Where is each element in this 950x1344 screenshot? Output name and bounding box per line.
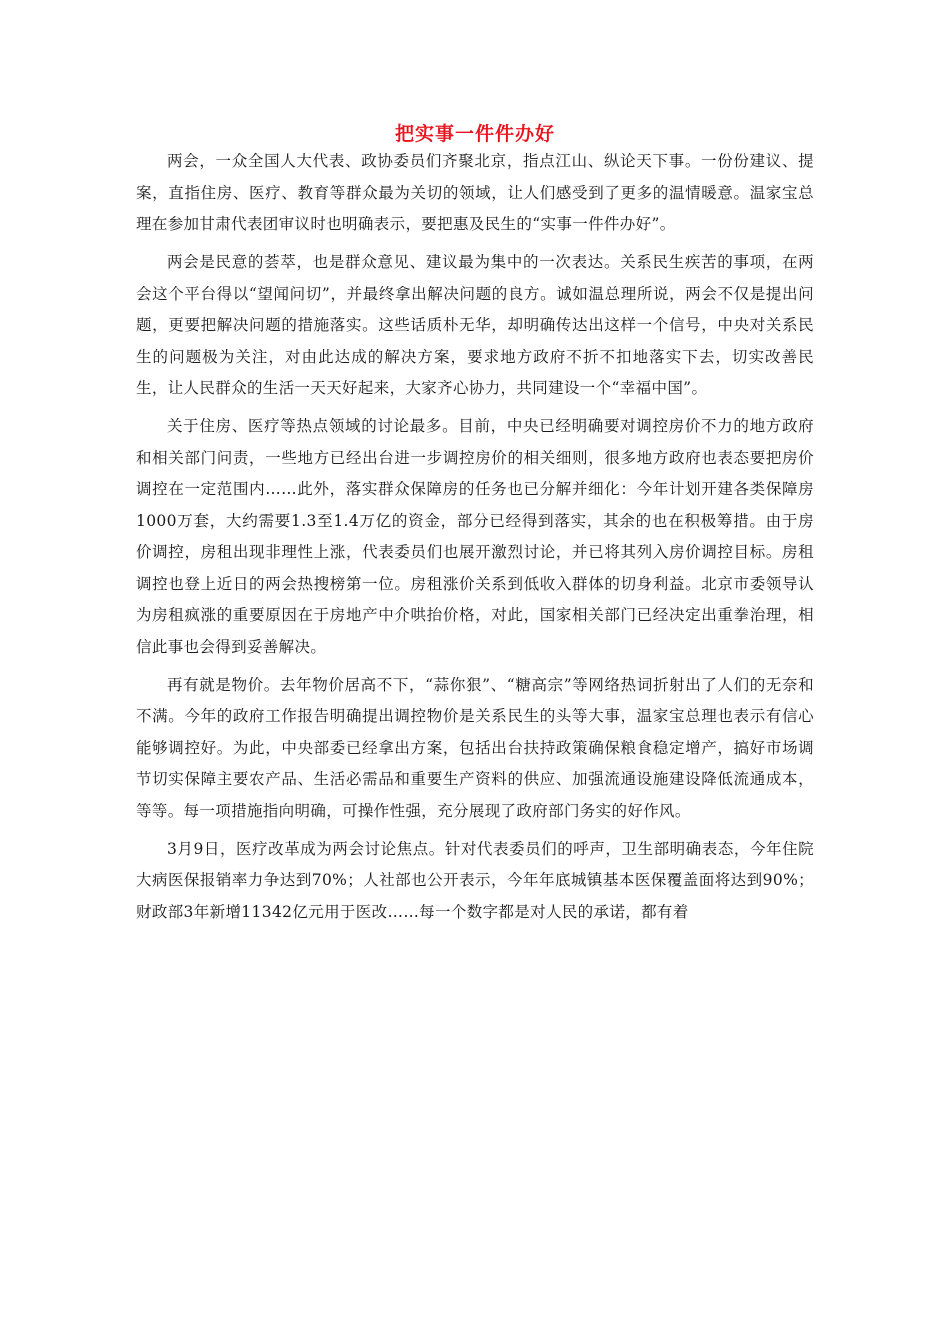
- paragraph-3: 关于住房、医疗等热点领域的讨论最多。目前，中央已经明确要对调控房价不力的地方政府和相关部门问责，一些地方已经出台进一步调控房价的相关细则，很多地方政府也表态要把房价调控在一定范围内……此外，落实群众保障房的任务也已分解并细化：今年计划开建各类保障房1000万套，大约需要1.3至1.4万亿的资金，部分已经得到落实，其余的也在积极筹措。由于房价调控，房租出现非理性上涨，代表委员们也展开激烈讨论，并已将其列入房价调控目标。房租调控也登上近日的两会热搜榜第一位。房租涨价关系到低收入群体的切身利益。北京市委领导认为房租疯涨的重要原因在于房地产中介哄抬价格，对此，国家相关部门已经决定出重拳治理，相信此事也会得到妥善解决。: [136, 417, 814, 656]
- paragraph-1: 两会，一众全国人大代表、政协委员们齐聚北京，指点江山、纵论天下事。一份份建议、提案，直指住房、医疗、教育等群众最为关切的领域，让人们感受到了更多的温情暖意。温家宝总理在参加甘肃代表团审议时也明确表示，要把惠及民生的“实事一件件办好”。: [136, 152, 814, 233]
- paragraph-5: 3月9日，医疗改革成为两会讨论焦点。针对代表委员们的呼声，卫生部明确表态，今年住院大病医保报销率力争达到70%；人社部也公开表示，今年年底城镇基本医保覆盖面将达到90%；财政部3年新增11342亿元用于医改……每一个数字都是对人民的承诺，都有着: [136, 839, 814, 921]
- paragraph-2: 两会是民意的荟萃，也是群众意见、建议最为集中的一次表达。关系民生疾苦的事项，在两会这个平台得以“望闻问切”，并最终拿出解决问题的良方。诚如温总理所说，两会不仅是提出问题，更要把解决问题的措施落实。这些话质朴无华，却明确传达出这样一个信号，中央对关系民生的问题极为关注，对由此达成的解决方案，要求地方政府不折不扣地落实下去，切实改善民生，让人民群众的生活一天天好起来，大家齐心协力，共同建设一个“幸福中国”。: [136, 253, 814, 397]
- paragraph-4: 再有就是物价。去年物价居高不下，“蒜你狠”、“糖高宗”等网络热词折射出了人们的无奈和不满。今年的政府工作报告明确提出调控物价是关系民生的头等大事，温家宝总理也表示有信心能够调控好。为此，中央部委已经拿出方案，包括出台扶持政策确保粮食稳定增产，搞好市场调节切实保障主要农产品、生活必需品和重要生产资料的供应、加强流通设施建设降低流通成本，等等。每一项措施指向明确，可操作性强，充分展现了政府部门务实的好作风。: [136, 675, 814, 820]
- document-body: [136, 146, 814, 935]
- document-title: 把实事一件件办好: [394, 123, 555, 145]
